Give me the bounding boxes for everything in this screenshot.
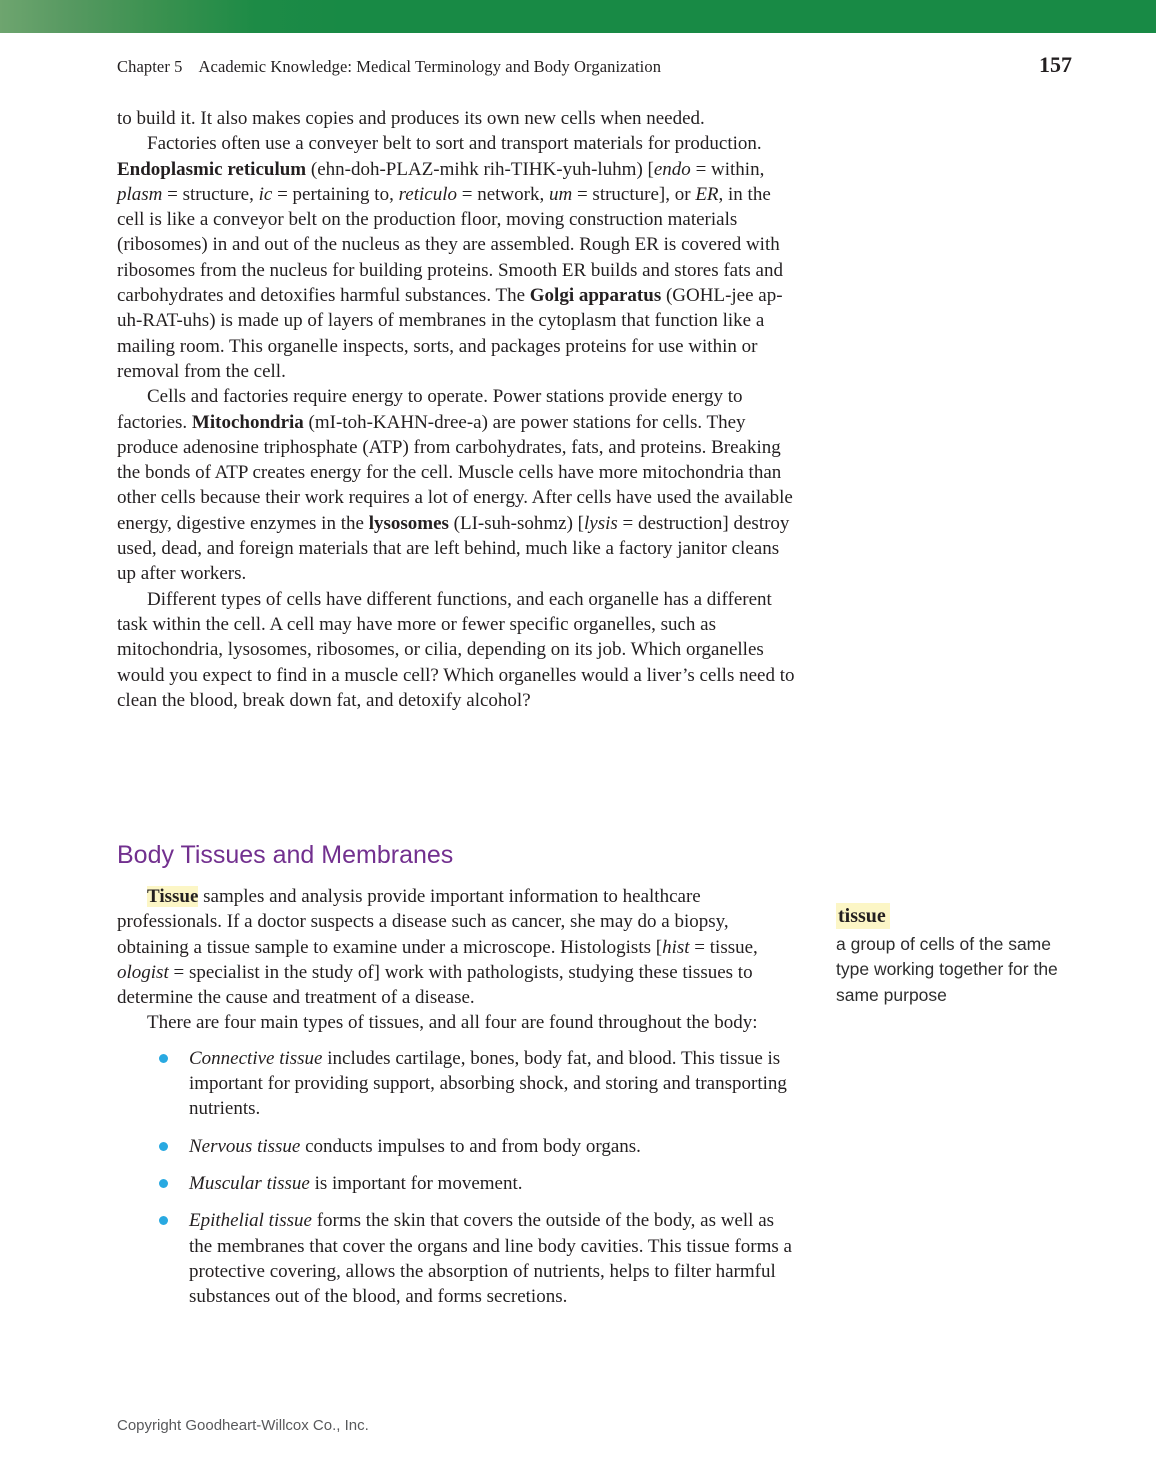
paragraph: to build it. It also makes copies and produces its own new cells when needed. <box>117 108 705 129</box>
chapter-label: Chapter 5 <box>117 57 183 76</box>
main-text-column-bottom <box>117 840 801 1309</box>
chapter-color-band <box>0 0 1156 33</box>
bullet-dot-icon <box>159 1179 168 1188</box>
page-number: 157 <box>1039 52 1072 77</box>
bullet-dot-icon <box>159 1142 168 1151</box>
paragraph: Tissue samples and analysis provide important information to healthcare professionals. If a doctor suspects a disease such as cancer, she may do a biopsy, obtaining a tissue sample to examine under a microscope. Histologists [hist = tissue, ologist = specialist in the study of] work with pathologists, studying these tissues to determine the cause and treatment of a disease. <box>117 886 758 1009</box>
list-item-text: Connective tissue includes cartilage, bones, body fat, and blood. This tissue is important for providing support, absorbing shock, and storing and transporting nutrients. <box>189 1047 787 1120</box>
definition-term: tissue <box>836 903 890 929</box>
list-item <box>117 1208 801 1309</box>
list-item-text: Epithelial tissue forms the skin that covers the outside of the body, as well as the membranes that cover the organs and line body cavities. This tissue forms a protective covering, allows the absorption of nutrients, helps to filter harmful substances out of the blood, and forms secretions. <box>189 1210 792 1308</box>
paragraph: Cells and factories require energy to operate. Power stations provide energy to factories. Mitochondria (mI-toh-KAHN-dree-a) are power stations for cells. They produce adenosine triphosphate (ATP) from carbohydrates, fats, and proteins. Breaking the bonds of ATP creates energy for the cell. Muscle cells have more mitochondria than other cells because their work requires a lot of energy. After cells have used the available energy, digestive enzymes in the lysosomes (LI-suh-sohmz) [lysis = destruction] destroy used, dead, and foreign materials that are left behind, much like a factory janitor cleans up after workers. <box>117 386 793 585</box>
page-footer <box>117 1417 369 1434</box>
chapter-title: Academic Knowledge: Medical Terminology and Body Organization <box>198 57 662 76</box>
list-item-text: Nervous tissue conducts impulses to and from body organs. <box>189 1135 641 1157</box>
list-item <box>117 1046 801 1122</box>
list-item <box>117 1134 801 1159</box>
paragraph: Different types of cells have different functions, and each organelle has a different task within the cell. A cell may have more or fewer specific organelles, such as mitochondria, lysosomes, ribosomes, or cilia, depending on its job. Which organelles would you expect to find in a muscle cell? Which organelles would a liver’s cells need to clean the blood, break down fat, and detoxify alcohol? <box>117 588 795 711</box>
paragraph: Factories often use a conveyer belt to sort and transport materials for production. Endoplasmic reticulum (ehn-doh-PLAZ-mihk rih-TIHK-yuh-luhm) [endo = within, plasm = structure, ic = pertaining to, reticulo = network, um = structure], or ER, in the cell is like a conveyor belt on the production floor, moving construction materials (ribosomes) in and out of the nucleus as they are assembled. Rough ER is covered with ribosomes from the nucleus for building proteins. Smooth ER builds and stores fats and carbohydrates and detoxifies harmful substances. The Golgi apparatus (GOHL-jee ap-uh-RAT-uhs) is made up of layers of membranes in the cytoplasm that function like a mailing room. This organelle inspects, sorts, and packages proteins for use within or removal from the cell. <box>117 133 783 382</box>
list-item-text: Muscular tissue is important for movement. <box>189 1172 523 1194</box>
paragraph: There are four main types of tissues, and all four are found throughout the body: <box>147 1012 758 1034</box>
section-heading: Body Tissues and Membranes <box>117 841 454 869</box>
bullet-dot-icon <box>159 1054 168 1063</box>
copyright-text: Copyright Goodheart-Willcox Co., Inc. <box>117 1417 369 1434</box>
bullet-dot-icon <box>159 1216 168 1225</box>
main-text-column-top <box>117 106 801 713</box>
margin-definition <box>836 903 1074 1008</box>
tissue-types-list <box>117 1046 801 1310</box>
definition-text: a group of cells of the same type working together for the same purpose <box>836 934 1058 1005</box>
page-header <box>117 52 1072 78</box>
list-item <box>117 1171 801 1196</box>
